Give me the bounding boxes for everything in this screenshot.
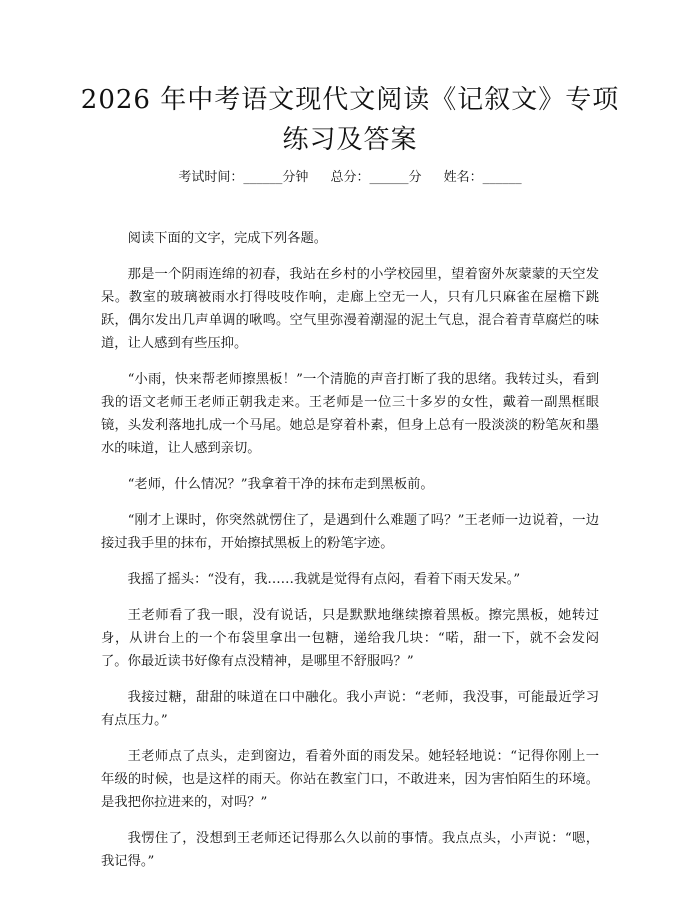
passage-paragraph: “老师，什么情况？”我拿着干净的抹布走到黑板前。	[127, 477, 434, 492]
exam-time-field: 考试时间：______分钟	[178, 170, 309, 185]
title-line-1: 2026 年中考语文现代文阅读《记叙文》专项	[80, 85, 620, 115]
reading-passage	[101, 227, 599, 886]
passage-paragraph: 王老师点了点头，走到窗边，看着外面的雨发呆。她轻轻地说：“记得你刚上一年级的时候，也是这样的雨天。你站在教室门口，不敢进来，因为害怕陌生的环境。是我把你拉进来的，对吗？”	[101, 749, 599, 810]
name-field: 姓名：______	[443, 170, 522, 185]
passage-paragraph: “刚才上课时，你突然就愣住了，是遇到什么难题了吗？”王老师一边说着，一边接过我手里的抹布，开始擦拭黑板上的粉笔字迹。	[101, 513, 599, 551]
passage-paragraph: 那是一个阴雨连绵的初春，我站在乡村的小学校园里，望着窗外灰蒙蒙的天空发呆。教室的玻璃被雨水打得吱吱作响，走廊上空无一人，只有几只麻雀在屋檐下跳跃，偶尔发出几声单调的啾鸣。空气里弥漫着潮湿的泥土气息，混合着青草腐烂的味道，让人感到有些压抑。	[101, 267, 599, 351]
passage-paragraph: 我摇了摇头：“没有，我……我就是觉得有点闷，看着下雨天发呆。”	[127, 572, 521, 587]
instruction-paragraph: 阅读下面的文字，完成下列各题。	[127, 231, 328, 246]
title-line-2: 练习及答案	[282, 125, 418, 155]
passage-paragraph: 我接过糖，甜甜的味道在口中融化。我小声说：“老师，我没事，可能最近学习有点压力。”	[101, 690, 599, 728]
passage-paragraph: 我愣住了，没想到王老师还记得那么久以前的事情。我点点头，小声说：“嗯，我记得。”	[101, 831, 599, 869]
total-score-field: 总分：______分	[330, 170, 422, 185]
exam-info	[0, 168, 700, 188]
passage-paragraph: 王老师看了我一眼，没有说话，只是默默地继续擦着黑板。擦完黑板，她转过身，从讲台上的一个布袋里拿出一包糖，递给我几块：“喏，甜一下，就不会发闷了。你最近读书好像有点没精神，是哪里不舒服吗？”	[101, 608, 599, 669]
passage-paragraph: “小雨，快来帮老师擦黑板！”一个清脆的声音打断了我的思绪。我转过头，看到我的语文老师王老师正朝我走来。王老师是一位三十多岁的女性，戴着一副黑框眼镜，头发利落地扎成一个马尾。她总是穿着朴素，但身上总有一股淡淡的粉笔灰和墨水的味道，让人感到亲切。	[101, 372, 599, 456]
page-title	[80, 80, 620, 160]
